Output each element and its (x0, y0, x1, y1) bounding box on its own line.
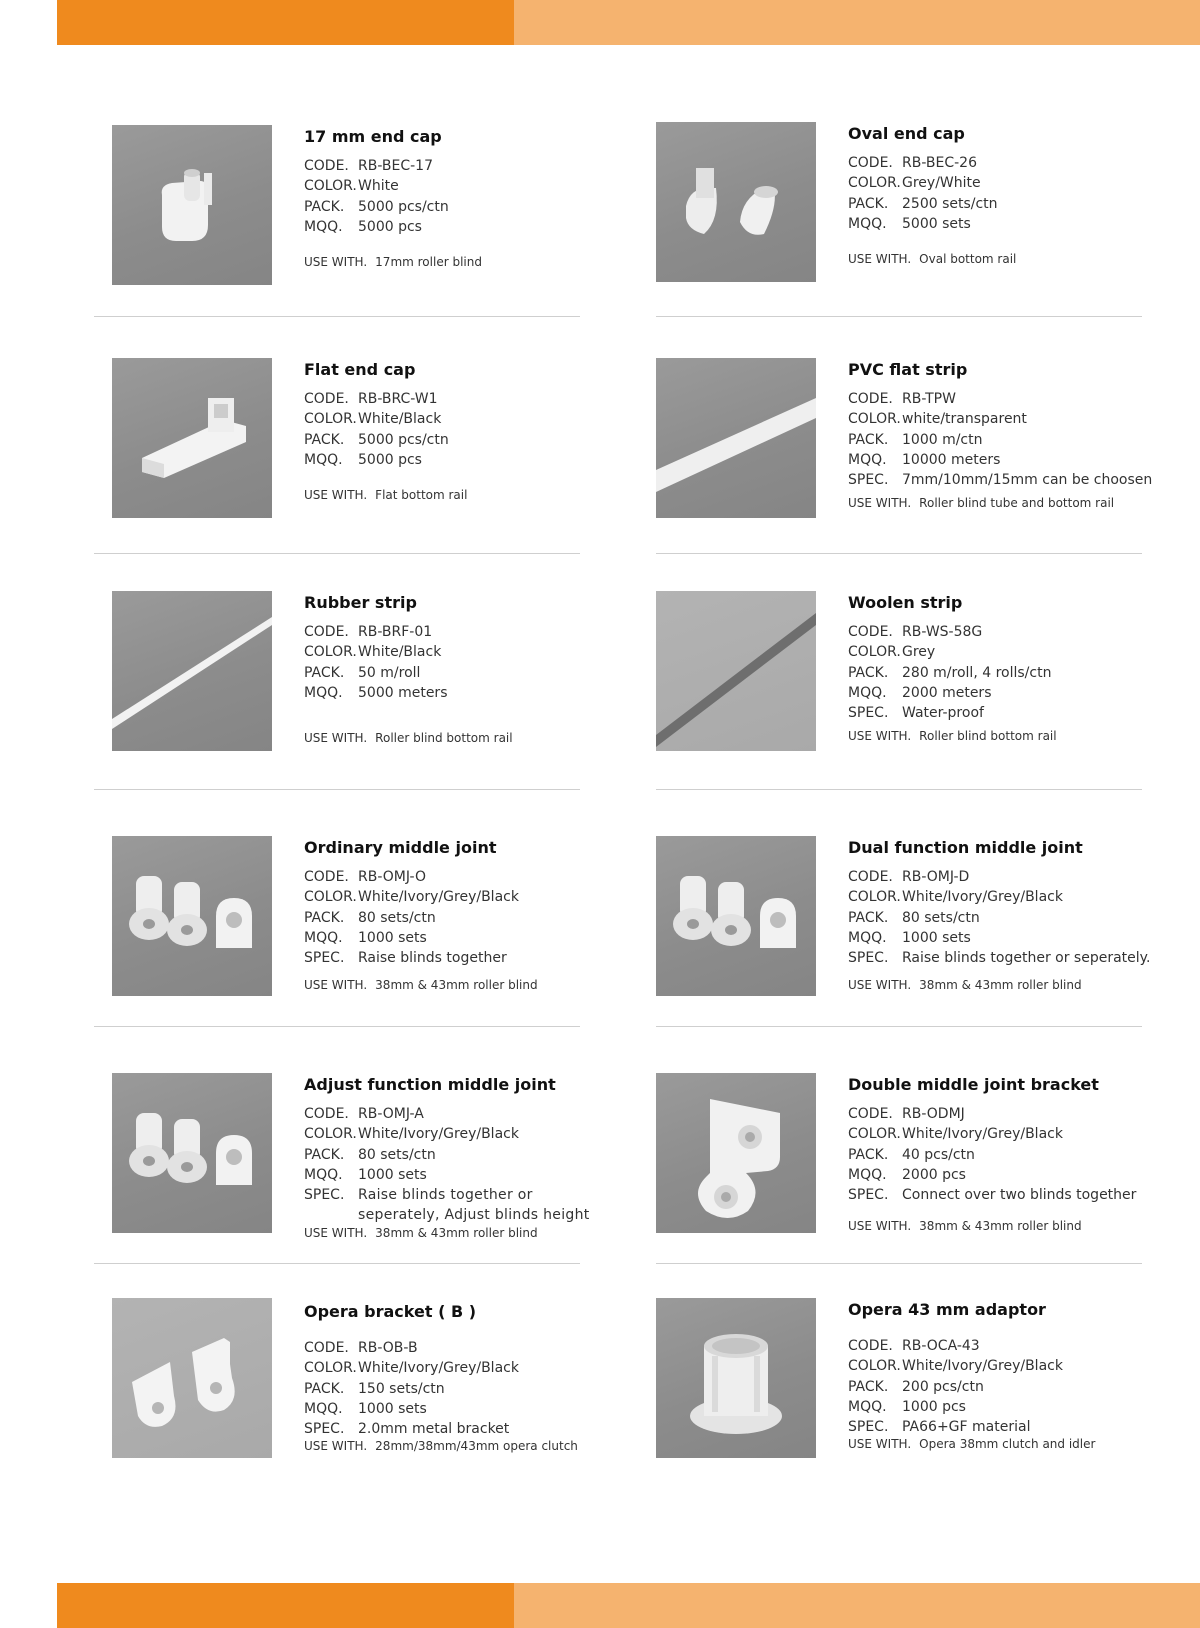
product-mqq: 2000 pcs (902, 1166, 966, 1183)
product-code: RB-OMJ-O (358, 869, 426, 885)
product-use-with: 38mm & 43mm roller blind (919, 1219, 1082, 1234)
product-title: Double middle joint bracket (848, 1075, 1099, 1094)
product-pack: 80 sets/ctn (358, 1146, 436, 1163)
product-spec: PA66+GF material (902, 1419, 1031, 1436)
product-code: RB-BEC-26 (902, 155, 977, 171)
product-code: RB-BEC-17 (358, 158, 433, 174)
product-color: Grey (902, 644, 936, 661)
divider (94, 1026, 580, 1027)
product-title: Opera bracket ( B ) (304, 1302, 477, 1321)
product-color: White/Black (358, 411, 442, 428)
product-pack: 150 sets/ctn (358, 1380, 445, 1397)
product-pack: 80 sets/ctn (358, 909, 436, 926)
divider (656, 316, 1142, 317)
middle-joint-icon (112, 1073, 272, 1233)
double-bracket-icon (656, 1073, 816, 1233)
product-opera-bracket-b: Opera bracket ( B ) CODE. RB-OB-B COLOR. White/Ivory/Grey/Black PACK. 150 sets/ctn MQQ. 1000 sets SPEC. 2.0mm metal bracket USE WITH. 28mm/38mm/43mm opera clutch (112, 1298, 612, 1468)
product-code: RB-ODMJ (902, 1106, 965, 1122)
product-opera-43mm-adaptor: Opera 43 mm adaptor CODE. RB-OCA-43 COLOR. White/Ivory/Grey/Black PACK. 200 pcs/ctn MQQ. 1000 pcs SPEC. PA66+GF material USE WITH. Opera 38mm clutch and idler (656, 1298, 1156, 1468)
product-oval-end-cap: Oval end cap CODE. RB-BEC-26 COLOR. Grey/White PACK. 2500 sets/ctn MQQ. 5000 sets USE WITH. Oval bottom rail (656, 122, 1156, 292)
product-woolen-strip: Woolen strip CODE. RB-WS-58G COLOR. Grey PACK. 280 m/roll, 4 rolls/ctn MQQ. 2000 meters SPEC. Water-proof USE WITH. Roller blind bottom rail (656, 591, 1156, 761)
product-spec: 2.0mm metal bracket (358, 1421, 510, 1438)
product-title: Flat end cap (304, 360, 416, 379)
middle-joint-icon (112, 836, 272, 996)
product-ordinary-middle-joint: Ordinary middle joint CODE. RB-OMJ-O COLOR. White/Ivory/Grey/Black PACK. 80 sets/ctn MQQ. 1000 sets SPEC. Raise blinds together USE WITH. 38mm & 43mm roller blind (112, 836, 612, 1006)
end-cap-icon (112, 125, 272, 285)
divider (656, 553, 1142, 554)
product-pack: 40 pcs/ctn (902, 1146, 975, 1163)
top-band-dark (57, 0, 514, 45)
product-color: White/Black (358, 644, 442, 661)
rubber-strip-icon (112, 591, 272, 751)
product-title: 17 mm end cap (304, 127, 442, 146)
product-code: RB-WS-58G (902, 624, 983, 640)
bottom-band-light (514, 1583, 1200, 1628)
product-code: RB-OMJ-A (358, 1106, 424, 1122)
product-code: RB-TPW (902, 391, 956, 407)
product-pack: 5000 pcs/ctn (358, 198, 449, 215)
divider (656, 1263, 1142, 1264)
product-color: Grey/White (902, 175, 981, 192)
product-mqq: 1000 sets (358, 1166, 427, 1183)
product-code: RB-BRF-01 (358, 624, 433, 640)
product-code: RB-BRC-W1 (358, 391, 438, 407)
product-spec: 7mm/10mm/15mm can be choosen (902, 472, 1153, 489)
product-pack: 5000 pcs/ctn (358, 431, 449, 448)
product-use-with: Oval bottom rail (919, 252, 1017, 267)
product-use-with: 38mm & 43mm roller blind (375, 1225, 538, 1240)
product-pack: 80 sets/ctn (902, 909, 980, 926)
divider (94, 553, 580, 554)
product-use-with: Opera 38mm clutch and idler (919, 1437, 1096, 1452)
divider (94, 316, 580, 317)
product-code: RB-OMJ-D (902, 869, 970, 885)
product-double-middle-joint-bracket: Double middle joint bracket CODE. RB-ODMJ COLOR. White/Ivory/Grey/Black PACK. 40 pcs/ctn MQQ. 2000 pcs SPEC. Connect over two blinds together USE WITH. 38mm & 43mm roller blind (656, 1073, 1156, 1243)
bottom-color-band (57, 1583, 1200, 1628)
product-17mm-end-cap: 17 mm end cap CODE. RB-BEC-17 COLOR. White PACK. 5000 pcs/ctn MQQ. 5000 pcs USE WITH. 17mm roller blind (112, 125, 612, 295)
product-code: RB-OCA-43 (902, 1338, 980, 1354)
product-color: White/Ivory/Grey/Black (902, 889, 1063, 906)
product-mqq: 5000 meters (358, 684, 448, 701)
top-band-light (514, 0, 1200, 45)
adaptor-icon (656, 1298, 816, 1458)
product-pack: 200 pcs/ctn (902, 1378, 984, 1395)
product-title: Oval end cap (848, 124, 965, 143)
product-pack: 2500 sets/ctn (902, 195, 998, 212)
divider (94, 789, 580, 790)
product-mqq: 1000 sets (358, 929, 427, 946)
product-mqq: 10000 meters (902, 451, 1001, 468)
product-spec: Raise blinds together (358, 950, 507, 967)
product-code: RB-OB-B (358, 1340, 418, 1356)
product-mqq: 1000 sets (358, 1400, 427, 1417)
product-use-with: 28mm/38mm/43mm opera clutch (375, 1439, 578, 1454)
product-mqq: 5000 pcs (358, 451, 422, 468)
product-title: PVC flat strip (848, 360, 968, 379)
product-title: Ordinary middle joint (304, 838, 497, 857)
product-use-with: Roller blind tube and bottom rail (919, 496, 1115, 511)
flat-end-cap-icon (112, 358, 272, 518)
product-title: Opera 43 mm adaptor (848, 1300, 1046, 1319)
product-title: Adjust function middle joint (304, 1075, 556, 1094)
product-pack: 280 m/roll, 4 rolls/ctn (902, 664, 1052, 681)
woolen-strip-icon (656, 591, 816, 751)
product-color: White/Ivory/Grey/Black (358, 1126, 519, 1143)
product-use-with: 17mm roller blind (375, 255, 482, 270)
divider (94, 1263, 580, 1264)
product-rubber-strip: Rubber strip CODE. RB-BRF-01 COLOR. White/Black PACK. 50 m/roll MQQ. 5000 meters USE WITH. Roller blind bottom rail (112, 591, 612, 761)
product-color: White/Ivory/Grey/Black (902, 1358, 1063, 1375)
product-title: Rubber strip (304, 593, 417, 612)
product-color: White (358, 178, 399, 195)
bottom-band-dark (57, 1583, 514, 1628)
product-spec: Raise blinds together or seperately. (902, 950, 1151, 967)
product-title: Woolen strip (848, 593, 963, 612)
product-use-with: 38mm & 43mm roller blind (919, 978, 1082, 993)
product-pvc-flat-strip: PVC flat strip CODE. RB-TPW COLOR. white/transparent PACK. 1000 m/ctn MQQ. 10000 meters SPEC. 7mm/10mm/15mm can be choosen USE WITH. Roller blind tube and bottom rail (656, 358, 1156, 528)
product-mqq: 5000 sets (902, 215, 971, 232)
product-mqq: 1000 pcs (902, 1398, 966, 1415)
product-pack: 1000 m/ctn (902, 431, 983, 448)
product-mqq: 5000 pcs (358, 218, 422, 235)
product-title: Dual function middle joint (848, 838, 1083, 857)
product-use-with: 38mm & 43mm roller blind (375, 978, 538, 993)
product-use-with: Flat bottom rail (375, 488, 468, 503)
oval-end-cap-icon (656, 122, 816, 282)
product-color: White/Ivory/Grey/Black (358, 1360, 519, 1377)
flat-strip-icon (656, 358, 816, 518)
product-spec: Water-proof (902, 705, 984, 722)
product-color: White/Ivory/Grey/Black (902, 1126, 1063, 1143)
divider (656, 789, 1142, 790)
product-adjust-function-middle-joint: Adjust function middle joint CODE. RB-OMJ-A COLOR. White/Ivory/Grey/Black PACK. 80 sets/ctn MQQ. 1000 sets SPEC. Raise blinds together or seperately, Adjust blinds height USE WITH. 38mm & 43mm roller blind (112, 1073, 612, 1243)
product-spec: Raise blinds together or seperately, Adjust blinds height (358, 1187, 590, 1224)
product-mqq: 2000 meters (902, 684, 992, 701)
product-use-with: Roller blind bottom rail (375, 731, 513, 746)
product-dual-function-middle-joint: Dual function middle joint CODE. RB-OMJ-D COLOR. White/Ivory/Grey/Black PACK. 80 sets/ctn MQQ. 1000 sets SPEC. Raise blinds together or seperately. USE WITH. 38mm & 43mm roller blind (656, 836, 1156, 1006)
product-color: White/Ivory/Grey/Black (358, 889, 519, 906)
product-color: white/transparent (902, 411, 1027, 428)
product-flat-end-cap: Flat end cap CODE. RB-BRC-W1 COLOR. White/Black PACK. 5000 pcs/ctn MQQ. 5000 pcs USE WITH. Flat bottom rail (112, 358, 612, 528)
product-spec: Connect over two blinds together (902, 1187, 1137, 1204)
product-pack: 50 m/roll (358, 664, 421, 681)
product-mqq: 1000 sets (902, 929, 971, 946)
middle-joint-icon (656, 836, 816, 996)
opera-bracket-icon (112, 1298, 272, 1458)
top-color-band (57, 0, 1200, 45)
divider (656, 1026, 1142, 1027)
product-use-with: Roller blind bottom rail (919, 729, 1057, 744)
